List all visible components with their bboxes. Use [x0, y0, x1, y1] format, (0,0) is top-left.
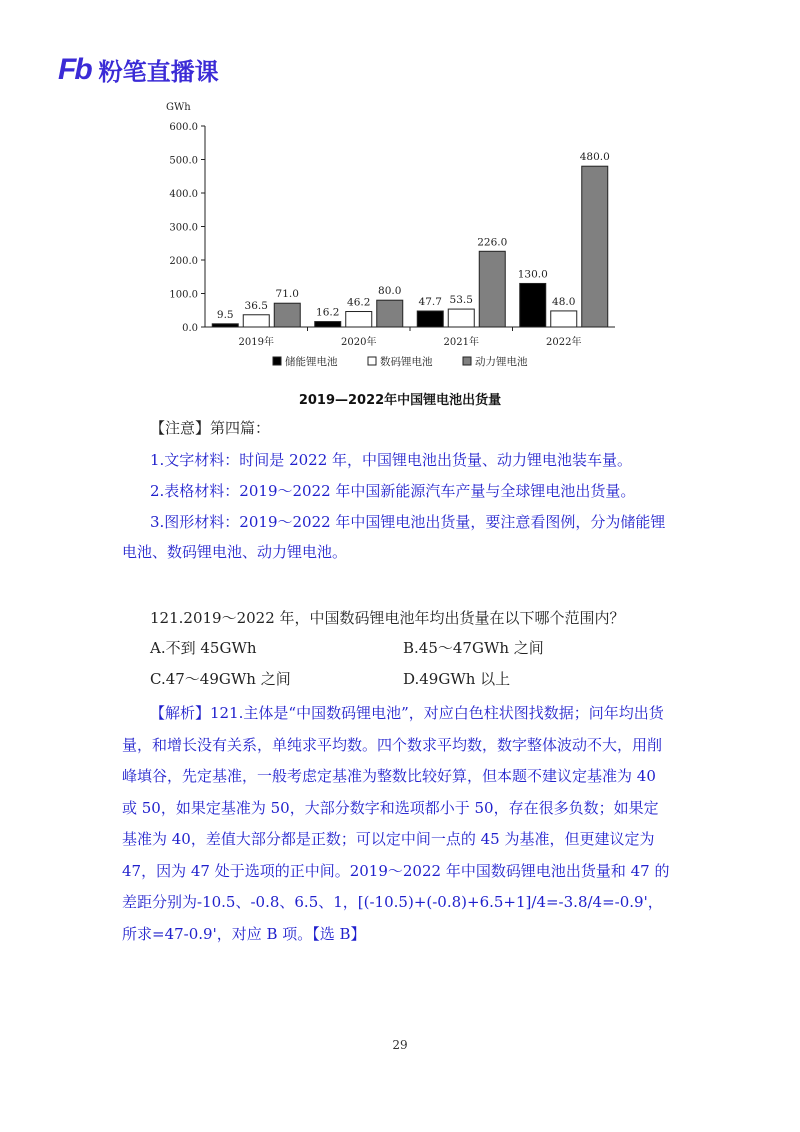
legend-label: 储能锂电池	[285, 356, 338, 368]
bar-chart	[160, 98, 620, 380]
note-heading: 【注意】第四篇：	[150, 419, 271, 437]
analysis-text: 【解析】121.主体是“中国数码锂电池”，对应白色柱状图找数据；问年均出货量，和增长没有关系，单纯求平均数。四个数求平均数，数字整体波动不大，用削峰填谷，先定基准，一般考虑定基准为整数比较好算，但本题不建议定基准为 40 或 50，如果定基准为 50，大部分数字和选项都小于 50，存在很多负数；如果定基准为 40，差值大部分都是正数；可以定中间一点的 45 为基准，但更建议定为 47，因为 47 处于选项的正中间。2019～2022 年中国数码锂电池出货量和 47 的差距分别为-10.5、-0.8、6.5、1，[(-10.5)+(-0.8)+6.5+1]/4=-3.8/4=-0.9'，所求=47-0.9'，对应 B 项。【选 B】	[122, 704, 670, 943]
note-line-2: 2.表格材料：2019～2022 年中国新能源汽车产量与全球锂电池出货量。	[150, 482, 636, 500]
logo-mark: Fb	[58, 52, 91, 86]
y-tick-label: 600.0	[169, 122, 198, 133]
x-tick-label: 2019年	[238, 337, 274, 348]
legend-label: 动力锂电池	[475, 356, 528, 368]
bar-3	[377, 300, 403, 327]
note-line-1: 1.文字材料：时间是 2022 年，中国锂电池出货量、动力锂电池装车量。	[150, 451, 633, 469]
legend-swatch-3	[463, 357, 471, 365]
bar-1	[520, 283, 546, 327]
x-tick-label: 2021年	[443, 337, 479, 348]
note-line-3: 3.图形材料：2019～2022 年中国锂电池出货量，要注意看图例，分为储能锂电池、数码锂电池、动力锂电池。	[122, 513, 666, 561]
x-tick-label: 2022年	[546, 337, 582, 348]
bar-value-label: 71.0	[275, 288, 299, 301]
bar-2	[448, 309, 474, 327]
x-tick-label: 2020年	[341, 337, 377, 348]
bar-value-label: 80.0	[378, 285, 402, 298]
y-tick-label: 300.0	[169, 222, 198, 234]
bar-1	[417, 311, 443, 327]
bar-1	[315, 322, 341, 327]
bar-3	[274, 303, 300, 327]
bar-2	[346, 312, 372, 327]
bar-3	[582, 166, 608, 327]
bar-1	[212, 324, 238, 327]
bar-2	[243, 315, 269, 327]
option-d: D.49GWh 以上	[403, 670, 511, 688]
brand-logo	[58, 52, 219, 87]
bar-value-label: 53.5	[449, 294, 473, 307]
bar-3	[479, 251, 505, 327]
chart-title: 2019—2022年中国锂电池出货量	[298, 393, 502, 408]
page-number: 29	[392, 1038, 408, 1052]
y-axis-unit: GWh	[166, 102, 191, 113]
legend-swatch-1	[273, 357, 281, 365]
y-tick-label: 500.0	[169, 155, 198, 167]
y-tick-label: 0.0	[182, 323, 198, 334]
bar-value-label: 46.2	[347, 296, 371, 309]
bar-value-label: 130.0	[517, 268, 548, 281]
bar-value-label: 480.0	[579, 151, 610, 164]
option-b: B.45～47GWh 之间	[403, 639, 544, 657]
legend-label: 数码锂电池	[380, 356, 433, 368]
bar-value-label: 9.5	[216, 308, 234, 321]
bar-value-label: 48.0	[552, 295, 576, 308]
bar-value-label: 16.2	[316, 306, 340, 319]
bar-value-label: 226.0	[477, 236, 508, 249]
bar-2	[551, 311, 577, 327]
bar-value-label: 47.7	[418, 296, 442, 309]
legend-swatch-2	[368, 357, 376, 365]
question-stem: 121.2019～2022 年，中国数码锂电池年均出货量在以下哪个范围内？	[150, 609, 625, 627]
option-c: C.47～49GWh 之间	[150, 670, 291, 688]
y-tick-label: 100.0	[169, 289, 198, 301]
y-tick-label: 200.0	[169, 256, 198, 267]
bar-value-label: 36.5	[244, 299, 268, 312]
option-a: A.不到 45GWh	[150, 639, 257, 657]
logo-text: 粉笔直播课	[98, 58, 219, 86]
y-tick-label: 400.0	[169, 189, 198, 200]
